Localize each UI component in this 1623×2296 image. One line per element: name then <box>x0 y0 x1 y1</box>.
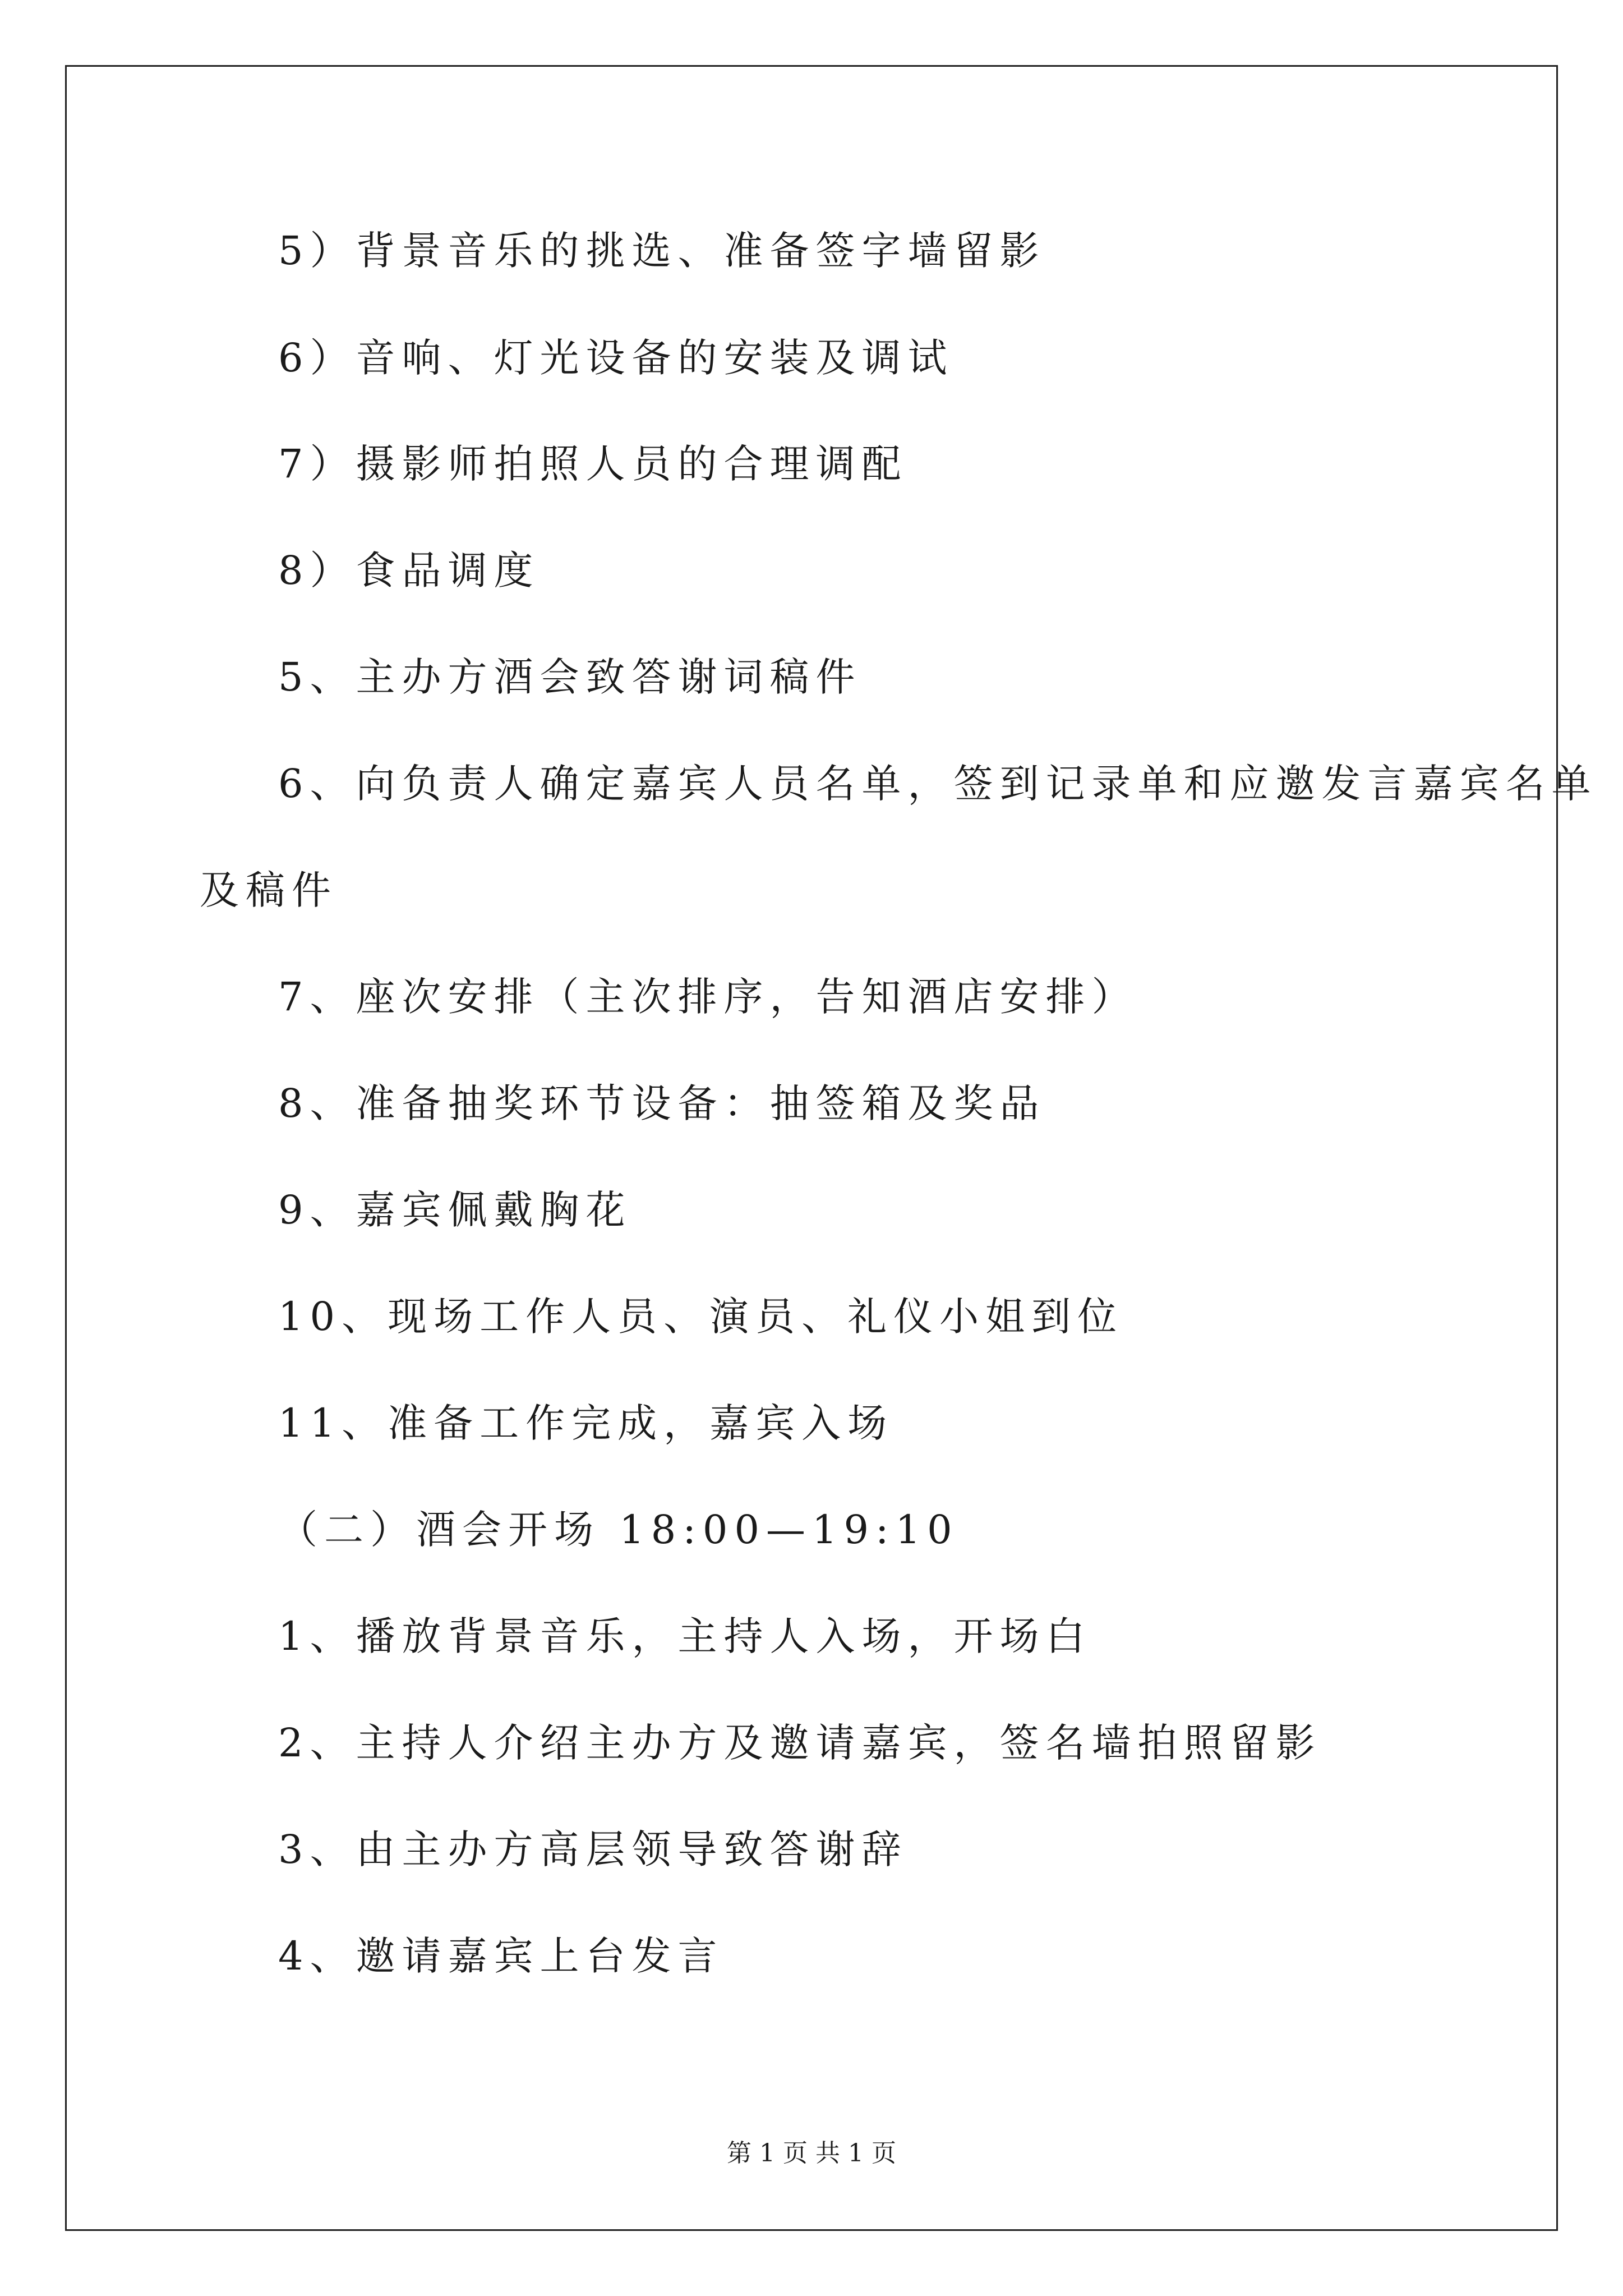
list-item: 10、现场工作人员、演员、礼仪小姐到位 <box>278 1294 1124 1340</box>
list-item: 5）背景音乐的挑选、准备签字墙留影 <box>278 228 1046 274</box>
list-item: 7）摄影师拍照人员的合理调配 <box>278 441 908 487</box>
list-item: 9、嘉宾佩戴胸花 <box>278 1187 632 1233</box>
section-heading: （二）酒会开场 18:00—19:10 <box>278 1507 959 1553</box>
list-item: 1、播放背景音乐，主持人入场，开场白 <box>278 1613 1092 1659</box>
list-item: 6）音响、灯光设备的安装及调试 <box>278 335 954 381</box>
list-item: 11、准备工作完成，嘉宾入场 <box>278 1400 894 1446</box>
list-item: 7、座次安排（主次排序，告知酒店安排） <box>278 974 1138 1020</box>
list-item: 2、主持人介绍主办方及邀请嘉宾，签名墙拍照留影 <box>278 1720 1322 1766</box>
list-item: 6、向负责人确定嘉宾人员名单，签到记录单和应邀发言嘉宾名单 <box>278 761 1598 807</box>
list-item: 8、准备抽奖环节设备：抽签箱及奖品 <box>278 1080 1046 1126</box>
list-item: 4、邀请嘉宾上台发言 <box>278 1933 724 1979</box>
list-item: 3、由主办方高层领导致答谢辞 <box>278 1826 908 1872</box>
list-item: 8）食品调度 <box>278 547 540 593</box>
list-item: 5、主办方酒会致答谢词稿件 <box>278 654 862 700</box>
page-border <box>65 65 1558 2231</box>
list-item-continuation: 及稿件 <box>200 867 338 913</box>
page-number-footer: 第 1 页 共 1 页 <box>727 2139 896 2168</box>
